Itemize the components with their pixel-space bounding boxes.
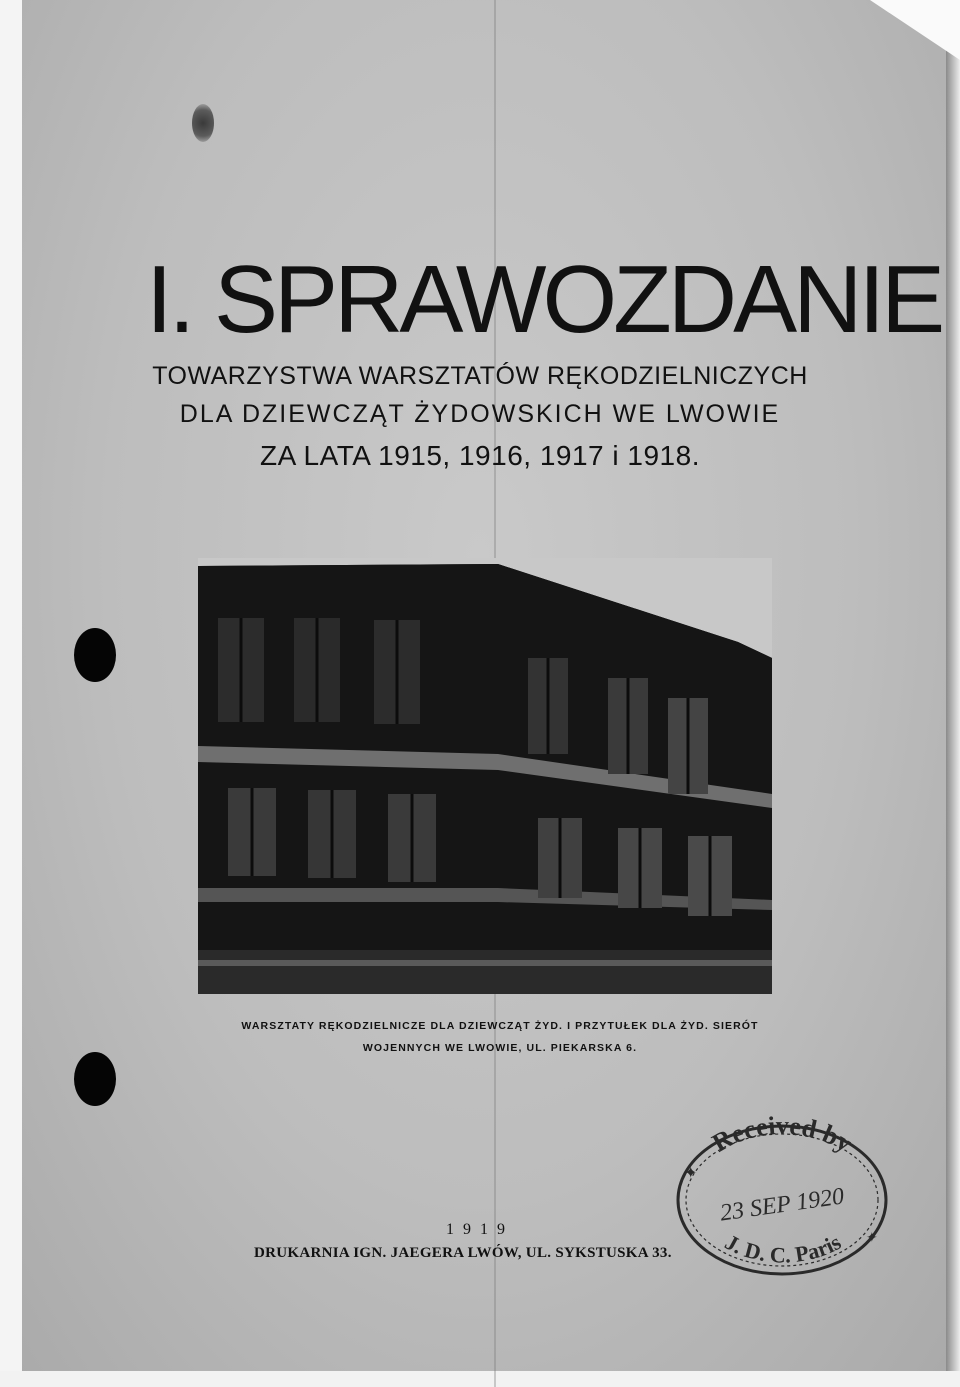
publication-year: 1919 bbox=[446, 1221, 514, 1238]
received-stamp bbox=[668, 1114, 896, 1282]
stamp-star-icon: ✦ bbox=[684, 1165, 698, 1182]
subtitle-line-1: TOWARZYSTWA WARSZTATÓW RĘKODZIELNICZYCH bbox=[152, 362, 808, 390]
document-title: I. SPRAWOZDANIE bbox=[146, 246, 942, 353]
photo-caption-line-2: WOJENNYCH WE LWOWIE, UL. PIEKARSKA 6. bbox=[362, 1042, 638, 1054]
stamp-top-text: Received by bbox=[707, 1114, 858, 1158]
page-edge-left bbox=[0, 0, 22, 1387]
torn-corner bbox=[870, 0, 960, 60]
printer-imprint: DRUKARNIA IGN. JAEGERA LWÓW, UL. SYKSTUSKA 33. bbox=[254, 1245, 672, 1261]
stamp-bottom-text: J. D. C. Paris bbox=[720, 1229, 846, 1268]
punch-hole-top bbox=[74, 628, 116, 682]
subtitle-line-2: DLA DZIEWCZĄT ŻYDOWSKICH WE LWOWIE bbox=[179, 400, 781, 428]
stamp-star-icon: ✦ bbox=[866, 1229, 878, 1245]
subtitle-line-3: ZA LATA 1915, 1916, 1917 i 1918. bbox=[260, 440, 700, 471]
ink-stain bbox=[192, 104, 214, 142]
page-edge-right bbox=[946, 0, 960, 1387]
punch-hole-bottom bbox=[74, 1052, 116, 1106]
stamp-date: 23 SEP 1920 bbox=[718, 1183, 846, 1227]
page-edge-bottom bbox=[0, 1371, 960, 1387]
building-photograph bbox=[198, 558, 772, 994]
photo-caption-line-1: WARSZTATY RĘKODZIELNICZE DLA DZIEWCZĄT ŻYD. I PRZYTUŁEK DLA ŻYD. SIERÓT bbox=[241, 1020, 759, 1032]
